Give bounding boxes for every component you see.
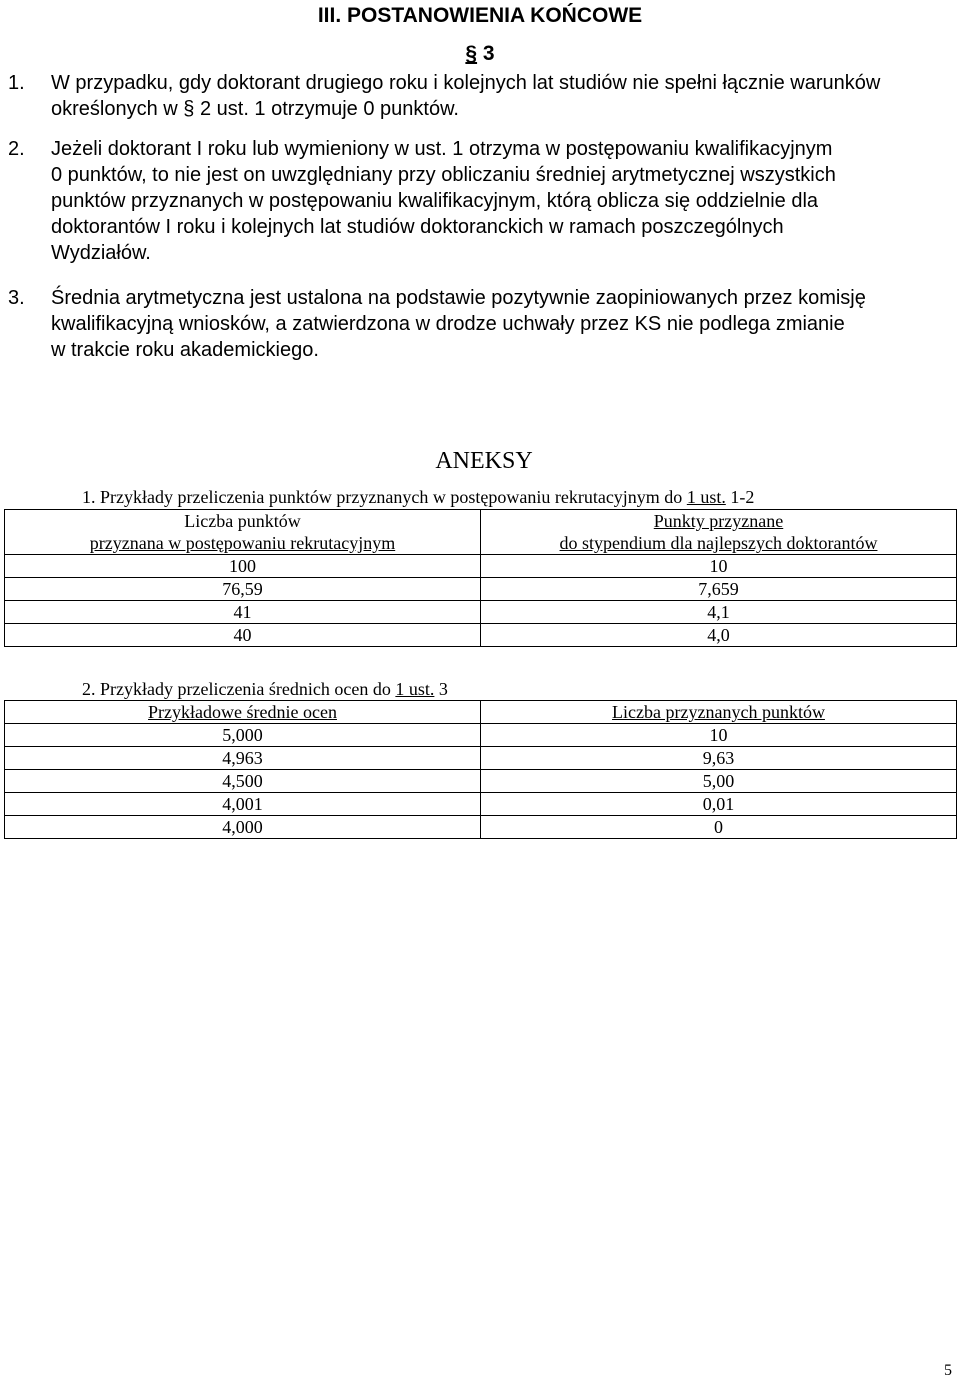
table-cell: 40 bbox=[5, 624, 481, 647]
table-cell: 4,1 bbox=[481, 601, 957, 624]
page-number: 5 bbox=[944, 1362, 952, 1379]
paragraph-2-line-2: 0 punktów, to nie jest on uwzględniany przy obliczaniu średniej arytmetycznej wszystkich bbox=[51, 164, 836, 186]
table-2-caption-ref: 1 ust. bbox=[395, 679, 435, 699]
table-row bbox=[5, 578, 957, 601]
table-cell: 100 bbox=[5, 555, 481, 578]
table-row bbox=[5, 747, 957, 770]
table-cell: 4,000 bbox=[5, 816, 481, 839]
paragraph-1 bbox=[8, 70, 954, 122]
paragraph-2-line-3: punktów przyznanych w postępowaniu kwalifikacyjnym, którą oblicza się oddzielnie dla bbox=[51, 190, 819, 212]
table-row bbox=[5, 724, 957, 747]
points-conversion-table bbox=[4, 509, 957, 647]
table-cell: 4,0 bbox=[481, 624, 957, 647]
paragraph-3-line-1 bbox=[8, 285, 954, 311]
paragraph-2-line-1 bbox=[8, 136, 954, 162]
paragraph-1-number: 1. bbox=[8, 72, 25, 94]
chapter-heading: III. POSTANOWIENIA KOŃCOWE bbox=[317, 4, 643, 27]
table-2-caption-prefix: 2. Przykłady przeliczenia średnich ocen do bbox=[82, 679, 396, 699]
table-cell: 10 bbox=[481, 555, 957, 578]
table-cell: 4,500 bbox=[5, 770, 481, 793]
table-cell: 5,00 bbox=[481, 770, 957, 793]
paragraph-3-line-2: kwalifikacyjną wniosków, a zatwierdzona w drodze uchwały przez KS nie podlega zmianie bbox=[51, 313, 845, 335]
table-row bbox=[5, 793, 957, 816]
table-1-caption-prefix: 1. Przykłady przeliczenia punktów przyznanych w postępowaniu rekrutacyjnym do bbox=[82, 487, 687, 507]
table-row bbox=[5, 816, 957, 839]
grade-conversion-table bbox=[4, 700, 957, 839]
paragraph-2 bbox=[8, 136, 954, 266]
table-row bbox=[5, 624, 957, 647]
section-sign: § bbox=[465, 42, 478, 65]
table-row bbox=[5, 770, 957, 793]
table-header-cell: Przykładowe średnie ocen bbox=[5, 701, 481, 724]
table-cell: 0 bbox=[481, 816, 957, 839]
header-line: przyznana w postępowaniu rekrutacyjnym bbox=[89, 533, 396, 553]
header-line: Liczba punktów bbox=[184, 511, 301, 531]
table-header-cell bbox=[481, 510, 957, 555]
paragraph-1-text-1: W przypadku, gdy doktorant drugiego roku i kolejnych lat studiów nie spełni łącznie warunków bbox=[51, 72, 881, 94]
paragraph-2-text-1: Jeżeli doktorant I roku lub wymieniony w ust. 1 otrzyma w postępowaniu kwalifikacyjnym bbox=[51, 138, 833, 160]
table-cell: 76,59 bbox=[5, 578, 481, 601]
table-1-caption-ref: 1 ust. bbox=[686, 487, 726, 507]
table-header-cell bbox=[5, 510, 481, 555]
section-number bbox=[0, 42, 960, 66]
table-cell: 4,963 bbox=[5, 747, 481, 770]
table-cell: 5,000 bbox=[5, 724, 481, 747]
paragraph-1-line-1 bbox=[8, 70, 954, 96]
table-cell: 0,01 bbox=[481, 793, 957, 816]
paragraph-1-line-2: określonych w § 2 ust. 1 otrzymuje 0 punktów. bbox=[51, 98, 459, 120]
table-cell: 7,659 bbox=[481, 578, 957, 601]
table-cell: 10 bbox=[481, 724, 957, 747]
paragraph-3-text-1: Średnia arytmetyczna jest ustalona na podstawie pozytywnie zaopiniowanych przez komisję bbox=[51, 287, 866, 309]
table-row bbox=[5, 555, 957, 578]
header-line: do stypendium dla najlepszych doktorantów bbox=[559, 533, 878, 553]
paragraph-2-number: 2. bbox=[8, 138, 25, 160]
table-row bbox=[5, 601, 957, 624]
table-cell: 4,001 bbox=[5, 793, 481, 816]
paragraph-3-number: 3. bbox=[8, 287, 25, 309]
section-number-value: 3 bbox=[482, 42, 495, 65]
table-cell: 41 bbox=[5, 601, 481, 624]
paragraph-3-line-3: w trakcie roku akademickiego. bbox=[51, 339, 319, 361]
header-line: Punkty przyznane bbox=[653, 511, 784, 531]
paragraph-2-line-5: Wydziałów. bbox=[51, 242, 151, 264]
table-2-caption bbox=[82, 678, 448, 700]
table-header-cell: Liczba przyznanych punktów bbox=[481, 701, 957, 724]
annex-title: ANEKSY bbox=[435, 448, 533, 474]
table-cell: 9,63 bbox=[481, 747, 957, 770]
table-2-caption-suffix: 3 bbox=[434, 679, 448, 699]
table-header-row bbox=[5, 701, 957, 724]
table-1-caption bbox=[82, 486, 754, 508]
paragraph-3 bbox=[8, 285, 954, 363]
table-header-row bbox=[5, 510, 957, 555]
paragraph-2-line-4: doktorantów I roku i kolejnych lat studiów doktoranckich w ramach poszczególnych bbox=[51, 216, 784, 238]
table-1-caption-suffix: 1-2 bbox=[725, 487, 755, 507]
